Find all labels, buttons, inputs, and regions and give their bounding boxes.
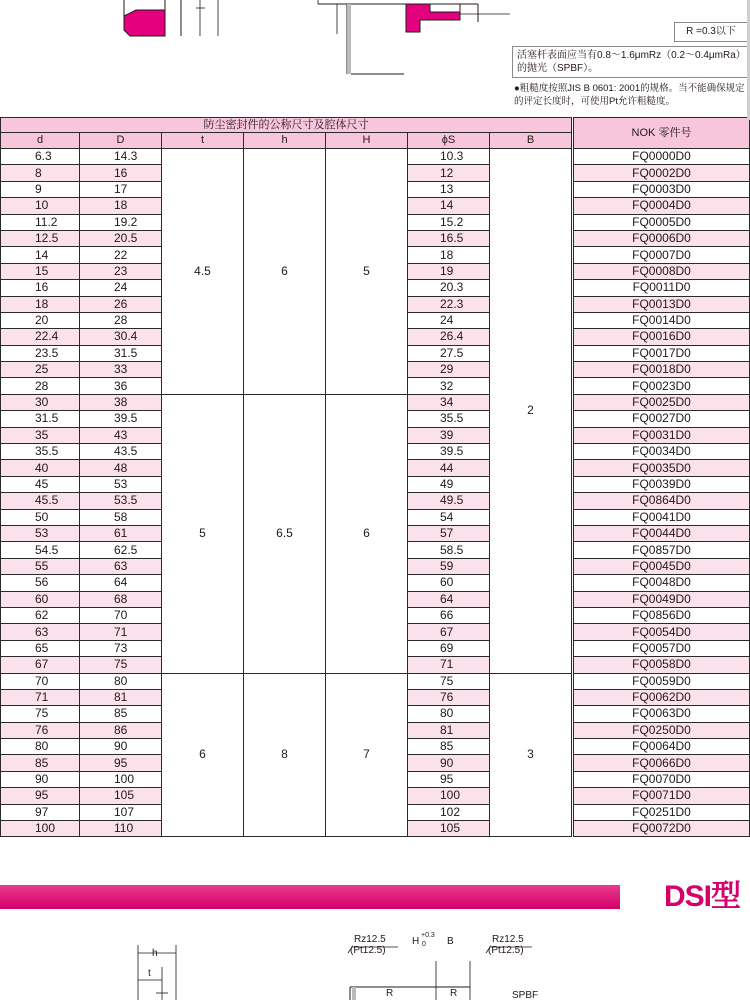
section-banner	[0, 880, 750, 914]
cell-s: 67	[408, 624, 490, 640]
cell-part-number: FQ0031D0	[574, 427, 750, 443]
table-row	[1, 673, 750, 689]
cell-D: 107	[80, 804, 162, 820]
cell-s: 76	[408, 689, 490, 705]
label-t: t	[148, 968, 151, 979]
cell-s: 10.3	[408, 149, 490, 165]
cell-d: 80	[1, 739, 80, 755]
cell-d: 56	[1, 575, 80, 591]
label-H: H	[412, 936, 420, 947]
cell-D: 16	[80, 165, 162, 181]
cell-d: 14	[1, 247, 80, 263]
cell-D: 38	[80, 394, 162, 410]
cell-s: 12	[408, 165, 490, 181]
cell-s: 35.5	[408, 411, 490, 427]
cell-D: 105	[80, 788, 162, 804]
cell-t: 6	[162, 673, 244, 837]
cell-s: 39.5	[408, 444, 490, 460]
cell-B: 3	[490, 673, 572, 837]
cell-part-number: FQ0035D0	[574, 460, 750, 476]
col-header-h: h	[244, 133, 326, 149]
cell-part-number: FQ0027D0	[574, 411, 750, 427]
label-pt-right: (Pt12.5)	[488, 945, 524, 956]
cell-s: 34	[408, 394, 490, 410]
cell-s: 69	[408, 640, 490, 656]
cell-D: 43.5	[80, 444, 162, 460]
section-title: DSI型	[663, 880, 740, 913]
cell-d: 23.5	[1, 345, 80, 361]
cell-part-number: FQ0005D0	[574, 214, 750, 230]
cell-D: 18	[80, 198, 162, 214]
cell-s: 39	[408, 427, 490, 443]
cell-B: 2	[490, 149, 572, 674]
cell-part-number: FQ0000D0	[574, 149, 750, 165]
cell-d: 40	[1, 460, 80, 476]
cell-D: 19.2	[80, 214, 162, 230]
cell-part-number: FQ0017D0	[574, 345, 750, 361]
cell-s: 95	[408, 771, 490, 787]
cell-part-number: FQ0002D0	[574, 165, 750, 181]
cell-d: 95	[1, 788, 80, 804]
cell-D: 95	[80, 755, 162, 771]
cell-d: 63	[1, 624, 80, 640]
table-row	[1, 394, 750, 410]
cell-s: 85	[408, 739, 490, 755]
col-header-H: H	[326, 133, 408, 149]
cell-s: 80	[408, 706, 490, 722]
cell-part-number: FQ0041D0	[574, 509, 750, 525]
cell-D: 73	[80, 640, 162, 656]
label-rz-right: Rz12.5	[492, 934, 524, 945]
cell-D: 68	[80, 591, 162, 607]
cell-D: 80	[80, 673, 162, 689]
cell-D: 58	[80, 509, 162, 525]
cell-d: 97	[1, 804, 80, 820]
cell-H: 6	[326, 394, 408, 673]
cell-part-number: FQ0016D0	[574, 329, 750, 345]
cell-d: 28	[1, 378, 80, 394]
cell-part-number: FQ0034D0	[574, 444, 750, 460]
cell-s: 18	[408, 247, 490, 263]
cell-part-number: FQ0066D0	[574, 755, 750, 771]
cell-part-number: FQ0014D0	[574, 312, 750, 328]
cell-s: 57	[408, 525, 490, 541]
col-header-B: B	[490, 133, 572, 149]
cell-D: 26	[80, 296, 162, 312]
cell-s: 26.4	[408, 329, 490, 345]
cell-part-number: FQ0064D0	[574, 739, 750, 755]
cell-d: 30	[1, 394, 80, 410]
cell-d: 22.4	[1, 329, 80, 345]
label-spbf: SPBF	[512, 990, 539, 1001]
cell-D: 90	[80, 739, 162, 755]
cell-s: 54	[408, 509, 490, 525]
cell-d: 15	[1, 263, 80, 279]
cell-s: 81	[408, 722, 490, 738]
part-number-header: NOK 零件号	[574, 118, 750, 149]
banner-bar	[0, 885, 620, 909]
cell-D: 86	[80, 722, 162, 738]
cell-D: 39.5	[80, 411, 162, 427]
cell-d: 45.5	[1, 493, 80, 509]
cell-d: 100	[1, 821, 80, 837]
cell-d: 67	[1, 657, 80, 673]
label-h: h	[152, 948, 158, 959]
cell-d: 10	[1, 198, 80, 214]
cell-d: 75	[1, 706, 80, 722]
cell-D: 30.4	[80, 329, 162, 345]
cell-D: 63	[80, 558, 162, 574]
cell-part-number: FQ0007D0	[574, 247, 750, 263]
cell-s: 60	[408, 575, 490, 591]
cell-d: 16	[1, 280, 80, 296]
cell-part-number: FQ0062D0	[574, 689, 750, 705]
dimension-table	[0, 117, 750, 837]
label-tol: +0.3	[421, 932, 435, 939]
cell-part-number: FQ0856D0	[574, 607, 750, 623]
cell-part-number: FQ0063D0	[574, 706, 750, 722]
cell-t: 5	[162, 394, 244, 673]
cell-D: 31.5	[80, 345, 162, 361]
cell-D: 61	[80, 525, 162, 541]
cell-s: 20.3	[408, 280, 490, 296]
cell-D: 110	[80, 821, 162, 837]
cell-d: 35.5	[1, 444, 80, 460]
cell-t: 4.5	[162, 149, 244, 395]
cell-D: 17	[80, 181, 162, 197]
cell-h: 6	[244, 149, 326, 395]
cell-part-number: FQ0045D0	[574, 558, 750, 574]
cell-D: 22	[80, 247, 162, 263]
cell-d: 18	[1, 296, 80, 312]
cell-part-number: FQ0039D0	[574, 476, 750, 492]
cell-d: 9	[1, 181, 80, 197]
cell-d: 90	[1, 771, 80, 787]
cell-s: 19	[408, 263, 490, 279]
cell-s: 49	[408, 476, 490, 492]
label-tol0: 0	[422, 941, 426, 948]
col-header-d: d	[1, 133, 80, 149]
cell-part-number: FQ0054D0	[574, 624, 750, 640]
cell-s: 13	[408, 181, 490, 197]
cell-D: 14.3	[80, 149, 162, 165]
table-row	[1, 149, 750, 165]
cell-D: 81	[80, 689, 162, 705]
cell-d: 45	[1, 476, 80, 492]
cell-D: 24	[80, 280, 162, 296]
cell-s: 29	[408, 362, 490, 378]
cell-d: 55	[1, 558, 80, 574]
cell-part-number: FQ0059D0	[574, 673, 750, 689]
col-header-s: ϕS	[408, 133, 490, 149]
cell-D: 71	[80, 624, 162, 640]
cell-s: 105	[408, 821, 490, 837]
cell-s: 100	[408, 788, 490, 804]
cell-part-number: FQ0006D0	[574, 230, 750, 246]
cell-part-number: FQ0025D0	[574, 394, 750, 410]
cell-D: 43	[80, 427, 162, 443]
cell-D: 75	[80, 657, 162, 673]
cell-D: 64	[80, 575, 162, 591]
cell-d: 71	[1, 689, 80, 705]
cell-part-number: FQ0057D0	[574, 640, 750, 656]
cell-D: 85	[80, 706, 162, 722]
cell-part-number: FQ0250D0	[574, 722, 750, 738]
label-pt-left: (Pt12.5)	[350, 945, 386, 956]
cell-part-number: FQ0018D0	[574, 362, 750, 378]
cell-d: 11.2	[1, 214, 80, 230]
cell-d: 76	[1, 722, 80, 738]
cell-part-number: FQ0251D0	[574, 804, 750, 820]
cell-D: 48	[80, 460, 162, 476]
cell-s: 64	[408, 591, 490, 607]
cell-d: 6.3	[1, 149, 80, 165]
cell-D: 53	[80, 476, 162, 492]
roughness-note: ●粗糙度按照JIS B 0601: 2001的规格。当不能确保规定的评定长度时，可使用Pt允许粗糙度。	[514, 83, 745, 107]
cell-s: 71	[408, 657, 490, 673]
cell-part-number: FQ0003D0	[574, 181, 750, 197]
cell-part-number: FQ0044D0	[574, 525, 750, 541]
cell-part-number: FQ0013D0	[574, 296, 750, 312]
group-header: 防尘密封件的公称尺寸及腔体尺寸	[1, 118, 572, 133]
cell-part-number: FQ0049D0	[574, 591, 750, 607]
cell-part-number: FQ0008D0	[574, 263, 750, 279]
label-R2: R	[450, 988, 458, 999]
cell-d: 50	[1, 509, 80, 525]
cell-d: 31.5	[1, 411, 80, 427]
cell-part-number: FQ0048D0	[574, 575, 750, 591]
cell-d: 20	[1, 312, 80, 328]
cell-d: 25	[1, 362, 80, 378]
col-header-D: D	[80, 133, 162, 149]
cell-h: 6.5	[244, 394, 326, 673]
label-B: B	[447, 936, 454, 947]
label-R1: R	[386, 988, 394, 999]
cell-D: 23	[80, 263, 162, 279]
cell-D: 100	[80, 771, 162, 787]
cell-s: 24	[408, 312, 490, 328]
cell-part-number: FQ0072D0	[574, 821, 750, 837]
cell-part-number: FQ0857D0	[574, 542, 750, 558]
cell-d: 85	[1, 755, 80, 771]
cell-D: 62.5	[80, 542, 162, 558]
cell-d: 62	[1, 607, 80, 623]
cell-d: 8	[1, 165, 80, 181]
cell-s: 75	[408, 673, 490, 689]
cell-h: 8	[244, 673, 326, 837]
cell-s: 90	[408, 755, 490, 771]
cell-part-number: FQ0011D0	[574, 280, 750, 296]
col-header-t: t	[162, 133, 244, 149]
cell-d: 12.5	[1, 230, 80, 246]
cell-s: 27.5	[408, 345, 490, 361]
cell-part-number: FQ0070D0	[574, 771, 750, 787]
label-rz-left: Rz12.5	[354, 934, 386, 945]
cell-d: 65	[1, 640, 80, 656]
cell-D: 33	[80, 362, 162, 378]
cell-H: 5	[326, 149, 408, 395]
cell-s: 102	[408, 804, 490, 820]
cell-D: 36	[80, 378, 162, 394]
cell-D: 28	[80, 312, 162, 328]
cell-d: 35	[1, 427, 80, 443]
cell-s: 14	[408, 198, 490, 214]
cell-d: 54.5	[1, 542, 80, 558]
cell-s: 16.5	[408, 230, 490, 246]
radius-note: R =0.3以下	[674, 22, 748, 42]
cell-d: 53	[1, 525, 80, 541]
cell-d: 60	[1, 591, 80, 607]
cell-s: 49.5	[408, 493, 490, 509]
cell-part-number: FQ0058D0	[574, 657, 750, 673]
cell-part-number: FQ0864D0	[574, 493, 750, 509]
cell-D: 53.5	[80, 493, 162, 509]
cell-H: 7	[326, 673, 408, 837]
cell-s: 22.3	[408, 296, 490, 312]
cell-D: 70	[80, 607, 162, 623]
cell-d: 70	[1, 673, 80, 689]
cell-s: 59	[408, 558, 490, 574]
cell-part-number: FQ0071D0	[574, 788, 750, 804]
cell-s: 32	[408, 378, 490, 394]
surface-finish-note: 活塞杆表面应当有0.8～1.6μmRz（0.2～0.4μmRa）的抛光（SPBF）。	[512, 46, 748, 78]
cell-part-number: FQ0004D0	[574, 198, 750, 214]
cell-D: 20.5	[80, 230, 162, 246]
cell-s: 66	[408, 607, 490, 623]
cell-s: 58.5	[408, 542, 490, 558]
cell-s: 15.2	[408, 214, 490, 230]
cell-s: 44	[408, 460, 490, 476]
cell-part-number: FQ0023D0	[574, 378, 750, 394]
